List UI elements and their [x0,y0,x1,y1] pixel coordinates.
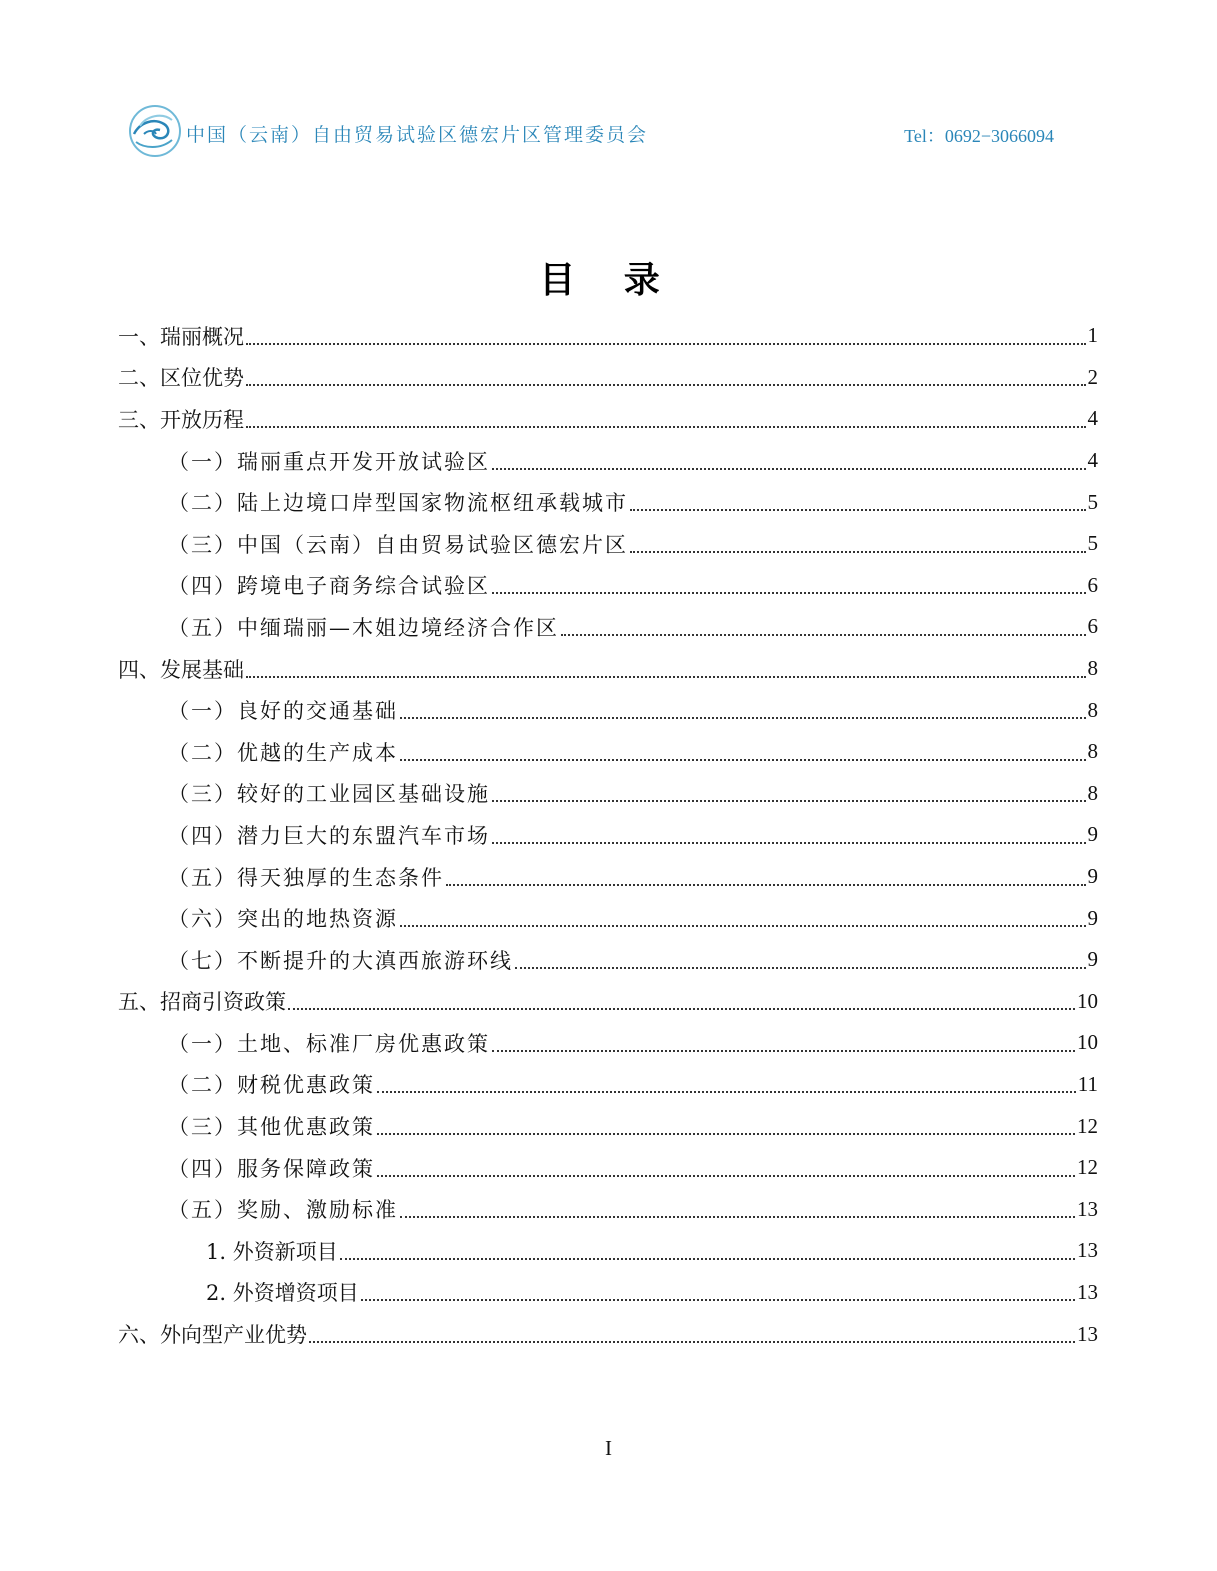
toc-entry-label: （七）不断提升的大滇西旅游环线 [168,948,513,973]
table-of-contents [118,315,1098,1355]
toc-entry-page: 6 [1087,572,1098,597]
toc-dot-leader [377,1175,1075,1177]
toc-dot-leader [246,676,1086,678]
toc-entry[interactable] [118,606,1098,648]
telephone-number: Tel：0692−3066094 [904,126,1054,146]
toc-dot-leader [400,759,1086,761]
toc-entry[interactable] [118,523,1098,565]
toc-dot-leader [630,509,1086,511]
toc-entry-label: （五）奖励、激励标准 [168,1198,398,1223]
toc-entry-label: （四）跨境电子商务综合试验区 [168,574,490,599]
toc-entry-label: （二）财税优惠政策 [168,1073,375,1098]
toc-entry[interactable] [118,565,1098,607]
toc-dot-leader [515,967,1086,969]
toc-entry[interactable] [118,1105,1098,1147]
toc-dot-leader [630,551,1086,553]
toc-entry-label: （四）潜力巨大的东盟汽车市场 [168,823,490,848]
toc-dot-leader [492,842,1086,844]
toc-entry-page: 1 [1087,323,1098,348]
toc-entry[interactable] [118,1022,1098,1064]
toc-dot-leader [492,800,1086,802]
toc-entry-page: 12 [1077,1155,1098,1180]
wave-cloud-logo-icon [128,104,182,158]
toc-entry-label: 二、区位优势 [118,366,244,391]
page-number: I [605,1436,612,1460]
toc-entry-label: 1. 外资新项目 [206,1239,338,1264]
toc-entry[interactable] [118,481,1098,523]
toc-dot-leader [400,1216,1075,1218]
toc-entry-label: （三）中国（云南）自由贸易试验区德宏片区 [168,532,628,557]
toc-entry-label: （一）良好的交通基础 [168,699,398,724]
toc-dot-leader [246,343,1086,345]
toc-dot-leader [400,925,1086,927]
toc-dot-leader [377,1091,1076,1093]
toc-entry-page: 9 [1087,905,1098,930]
toc-dot-leader [288,1008,1075,1010]
toc-dot-leader [309,1341,1075,1343]
toc-entry[interactable] [118,1272,1098,1314]
toc-entry-label: 四、发展基础 [118,657,244,682]
toc-entry-page: 11 [1077,1071,1098,1096]
toc-entry-page: 9 [1087,822,1098,847]
toc-entry-page: 13 [1077,1196,1098,1221]
toc-entry[interactable] [118,315,1098,357]
toc-entry-page: 9 [1087,947,1098,972]
toc-entry-label: （三）其他优惠政策 [168,1115,375,1140]
toc-entry-page: 8 [1087,656,1098,681]
toc-entry[interactable] [118,939,1098,981]
toc-entry-label: （二）优越的生产成本 [168,740,398,765]
toc-entry[interactable] [118,1147,1098,1189]
toc-entry-label: （五）中缅瑞丽—木姐边境经济合作区 [168,615,559,640]
toc-entry-page: 4 [1087,406,1098,431]
toc-dot-leader [561,634,1086,636]
toc-entry-label: （二）陆上边境口岸型国家物流枢纽承载城市 [168,491,628,516]
toc-entry[interactable] [118,981,1098,1023]
toc-entry-page: 13 [1077,1279,1098,1304]
toc-entry-page: 9 [1087,864,1098,889]
page-header [128,104,1054,160]
toc-dot-leader [400,717,1086,719]
toc-dot-leader [246,384,1086,386]
toc-entry-page: 6 [1087,614,1098,639]
toc-entry[interactable] [118,440,1098,482]
toc-entry[interactable] [118,1064,1098,1106]
toc-entry[interactable] [118,773,1098,815]
toc-entry-page: 10 [1077,1030,1098,1055]
toc-entry[interactable] [118,1188,1098,1230]
toc-entry-label: （六）突出的地热资源 [168,907,398,932]
toc-entry-label: 三、开放历程 [118,407,244,432]
toc-entry-page: 5 [1087,489,1098,514]
toc-entry[interactable] [118,689,1098,731]
toc-entry-label: （三）较好的工业园区基础设施 [168,782,490,807]
toc-entry-label: （一）土地、标准厂房优惠政策 [168,1031,490,1056]
toc-entry-page: 13 [1077,1321,1098,1346]
toc-entry-page: 10 [1077,988,1098,1013]
toc-entry-page: 4 [1087,448,1098,473]
toc-entry-page: 8 [1087,697,1098,722]
toc-entry[interactable] [118,357,1098,399]
organization-name: 中国（云南）自由贸易试验区德宏片区管理委员会 [186,124,649,146]
toc-entry-label: （一）瑞丽重点开发开放试验区 [168,449,490,474]
toc-dot-leader [361,1299,1075,1301]
toc-dot-leader [492,592,1086,594]
toc-entry-label: 六、外向型产业优势 [118,1323,307,1348]
toc-entry[interactable] [118,648,1098,690]
toc-entry[interactable] [118,856,1098,898]
toc-entry-page: 5 [1087,531,1098,556]
toc-dot-leader [492,1050,1075,1052]
toc-entry[interactable] [118,897,1098,939]
toc-entry-label: 一、瑞丽概况 [118,324,244,349]
toc-entry-page: 8 [1087,780,1098,805]
toc-entry-page: 8 [1087,739,1098,764]
toc-entry-page: 12 [1077,1113,1098,1138]
toc-entry[interactable] [118,814,1098,856]
toc-entry-label: 2. 外资增资项目 [206,1281,359,1306]
toc-entry-label: （五）得天独厚的生态条件 [168,865,444,890]
toc-dot-leader [377,1133,1075,1135]
toc-entry-page: 13 [1077,1238,1098,1263]
toc-title: 目 录 [539,260,678,301]
toc-dot-leader [492,468,1086,470]
toc-entry[interactable] [118,1313,1098,1355]
toc-entry[interactable] [118,398,1098,440]
toc-entry[interactable] [118,1230,1098,1272]
toc-entry-label: （四）服务保障政策 [168,1156,375,1181]
toc-dot-leader [246,426,1086,428]
toc-entry[interactable] [118,731,1098,773]
toc-entry-label: 五、招商引资政策 [118,990,286,1015]
toc-dot-leader [446,884,1086,886]
toc-entry-page: 2 [1087,364,1098,389]
toc-dot-leader [340,1258,1075,1260]
